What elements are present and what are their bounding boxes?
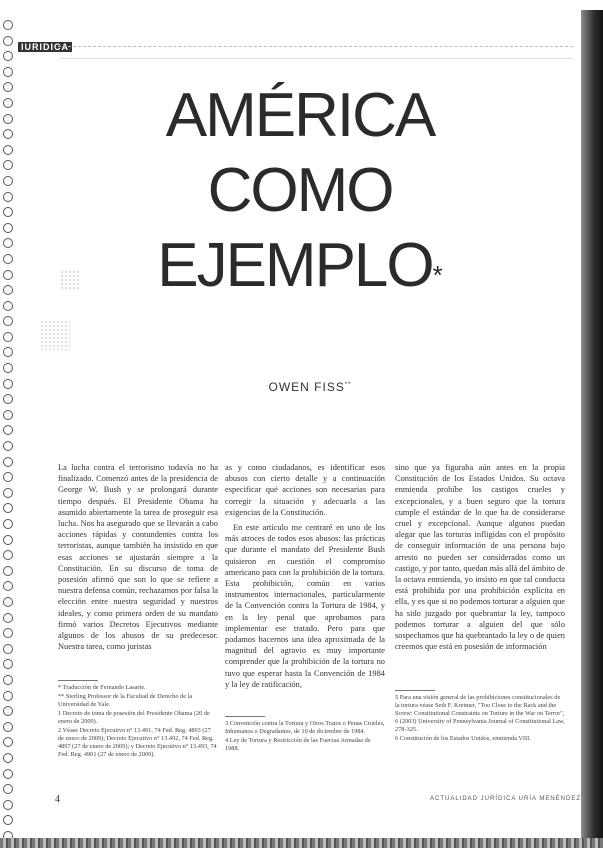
article-title (150, 78, 450, 303)
scan-smudge (40, 320, 70, 350)
title-line: COMO (207, 156, 393, 225)
footnotes-column-3 (395, 694, 565, 744)
footnote: 6 Constitución de los Estados Unidos, enmienda VIII. (395, 735, 531, 742)
author-name: OWEN FISS (268, 380, 345, 394)
title-line: AMÉRICA (165, 81, 435, 150)
header-rule (58, 46, 573, 47)
running-footer: ACTUALIDAD JURÍDICA URÍA MENÉNDEZ (430, 796, 582, 802)
footnote: ** Sterling Professor de la Facultad de Derecho de la Universidad de Yale. (58, 693, 193, 708)
footnotes-column-1 (58, 684, 218, 760)
page-number: 4 (55, 794, 60, 805)
footnote: * Traducción de Fernando Lasarte. (58, 684, 146, 691)
header-rule-secondary (60, 58, 573, 59)
paragraph: sino que ya figuraba aún antes en la propia Constitución de los Estados Unidos. Su octava enmienda prohíbe los castigos crueles y excepcionales, y a buen seguro que la tortura cumple el estándar de lo que ha de considerarse cruel y excepcional. Aunque algunos puedan alegar que las torturas infligidas con el propósito de conseguir información de una persona bajo arresto no pueden ser considerados como un castigo, y por tanto, quedan más allá del ámbito de la octava enmienda, yo insisto en que tal conducta está prohibida por una prohibición explícita en ella, y es que si no podemos torturar a alguien que ha sido juzgado por quebrantar la ley, tampoco podemos torturar a alguien del que sólo sospechamos que ha quebrantado la ley o de quien creemos que está en posesión de información (395, 463, 565, 652)
footnote: 4 Ley de Tortura y Restricción de las Fuerzas Armadas de 1988. (225, 737, 371, 752)
footnote-rule (225, 716, 265, 717)
body-column-1 (58, 462, 218, 656)
title-line (150, 228, 450, 303)
footnote-rule (395, 690, 435, 691)
footnote: 1 Decreto de toma de posesión del Presidente Obama (20 de enero de 2009). (58, 710, 210, 725)
scan-edge (581, 10, 603, 838)
paragraph: as y como ciudadanos, es identificar esos abusos con cierto detalle y a continuación especificar qué acciones son necesarias para corregir la situación y adecuarla a las exigencias de la Constitución. (225, 463, 385, 517)
author-footnote-marker: ** (344, 382, 352, 388)
footnote: 2 Véase Decreto Ejecutivo n° 13.491, 74 Fed. Reg. 4893 (27 de enero de 2009); Decreto Ejecutivo n° 13.492, 74 Fed. Reg. 4897 (27 de enero de 2009); y Decreto Ejecutivo n° 13.493, 74 Fed. Reg. 4901 (27 de enero de 2009). (58, 727, 217, 758)
paragraph: La lucha contra el terrorismo todavía no ha finalizado. Comenzó antes de la presidencia de George W. Bush y se prolongará durante tiempo después. El Presidente Obama ha asumido abiertamente la tarea de proseguir esa lucha. Nos ha asegurado que se llevarán a cabo acciones rápidas y contundentes contra los terroristas, aunque también ha insistido en que esas acciones se ajustarán siempre a la Constitución. En su discurso de toma de posesión afirmó que son lo que se refiere a nuestra defensa común, rechazamos por falsa la elección entre nuestra seguridad y nuestros ideales, y como primera orden de su mandato firmó varios Decretos Ejecutivos mediante algunos de los abusos de su predecesor. Nuestra tarea, como juristas (58, 463, 218, 652)
footnote: 5 Para una visión general de las prohibiciones constitucionales de la tortura véase Seth F. Kreimer, "Too Close to the Rack and the Screw: Constitutional Constraints on Torture in the War on Terror", 6 (2003) University of Pennsylvania Journal of Constitutional Law, 278-325. (395, 694, 565, 733)
paragraph: En este artículo me centraré en uno de los más atroces de todos esos abusos: las prácticas que durante el mandato del Presidente Bush quisieron en cuestión el compromiso americano para con la prohibición de la tortura. Esta prohibición, común en varios instrumentos internacionales, particularmente de la Convención contra la Tortura de 1984, y en la ley penal que aprobamos para implementar ese tratado. Pero para que podamos hacernos una idea aproximada de la magnitud del agravio es muy importante comprender que la prohibición de la tortura no tuvo que esperar hasta la Convención de 1984 y la ley de ratificación, (225, 523, 385, 689)
title-line-text: EJEMPLO (157, 231, 433, 300)
scan-edge-bottom (0, 838, 603, 848)
body-column-2 (225, 462, 385, 694)
title-footnote-marker: * (432, 260, 443, 290)
scan-smudge (60, 270, 80, 290)
article-author (230, 380, 390, 394)
footnotes-column-2 (225, 720, 385, 754)
footnote-rule (58, 680, 98, 681)
binding-holes (0, 20, 16, 820)
footnote: 3 Convención contra la Tortura y Otros Tratos o Penas Crueles, Inhumanos o Degradantes, de 10 de diciembre de 1984. (225, 720, 385, 735)
body-column-3 (395, 462, 565, 656)
header-mark: IURIDICA (18, 42, 72, 52)
